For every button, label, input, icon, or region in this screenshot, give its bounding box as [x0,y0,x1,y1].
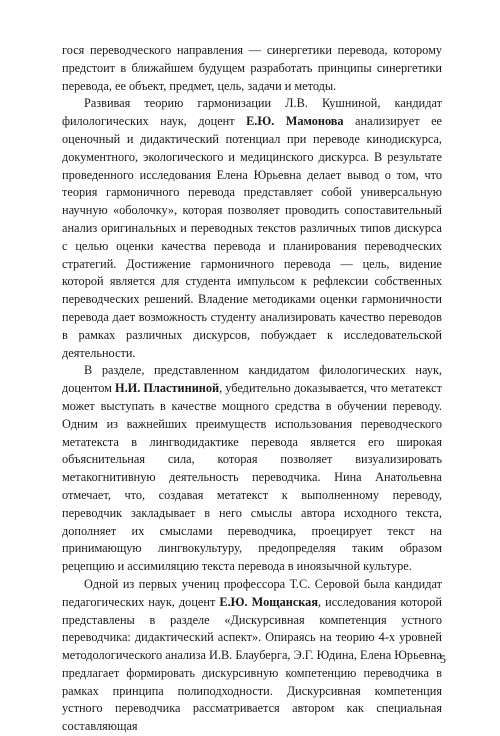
page-number: 5 [440,652,446,666]
author-name: Е.Ю. Мамонова [246,114,344,129]
author-name: Е.Ю. Мощанская [219,594,318,609]
paragraph [62,362,442,576]
text-run: , убедительно доказывается, что метатекст может выступать в качестве мощного средства в обучении переводу. Одним из важнейших преимуществ использования переводческого метатекста в лингводидактике перевода является его широкая объяснительная сила, которая позволяет визуализировать метакогнитивную деятельность переводчика. Нина Анатольевна отмечает, что, создавая метатекст к выполненному переводу, переводчик закладывает в него смыслы автора исходного текста, дополняет их смыслами переводчика, проецирует текст на принимающую лингвокультуру, предопределяя таким образом рецепцию и ассимиляцию текста перевода в иноязычной культуре. [62,381,442,574]
paragraph [62,576,442,736]
paragraph [62,42,442,95]
paragraph [62,95,442,362]
author-name: Н.И. Пластининой [115,381,220,396]
text-run: , исследования которой представлены в разделе «Дискурсивная компетенция устного переводчика: дидактический аспект». Опираясь на теорию 4-х уровней методологического анализа И.В. Блауберга, Э.Г. Юдина, Елена Юрьевна предлагает формировать дискурсивную компетенцию переводчика в рамках принципа полиподходности. Дискурсивная компетенция устного переводчика рассматривается автором как специальная составляющая [62,594,442,734]
body-text [62,42,442,736]
text-run: гося переводческого направления — синергетики перевода, которому предстоит в ближайшем будущем разработать принципы синергетики перевода, ее объект, предмет, цель, задачи и методы. [62,43,442,93]
text-run: В разделе, представленном кандидатом филологических наук, доцентом [62,363,442,396]
text-run: Развивая теорию гармонизации Л.В. Кушниной, кандидат филологических наук, доцент [62,96,442,129]
text-run: анализирует ее оценочный и дидактический потенциал при переводе кинодискурса, документного, экологического и медицинского дискурса. В результате проведенного исследования Елена Юрьевна делает вывод о том, что теория гармоничного перевода представляет собой универсальную научную «оболочку», которая позволяет проводить сопоставительный анализ оригинальных и переводных текстов различных типов дискурса с целью оценки качества перевода и планирования переводческих стратегий. Достижение гармоничного перевода — цель, видение которой является для студента импульсом к рефлексии собственных переводческих решений. Владение методиками оценки гармоничности перевода дает возможность студенту анализировать качество переводов в рамках различных дискурсов, побуждает к исследовательской деятельности. [62,114,442,360]
text-run: Одной из первых учениц профессора Т.С. Серовой была кандидат педагогических наук, доцент [62,576,442,609]
